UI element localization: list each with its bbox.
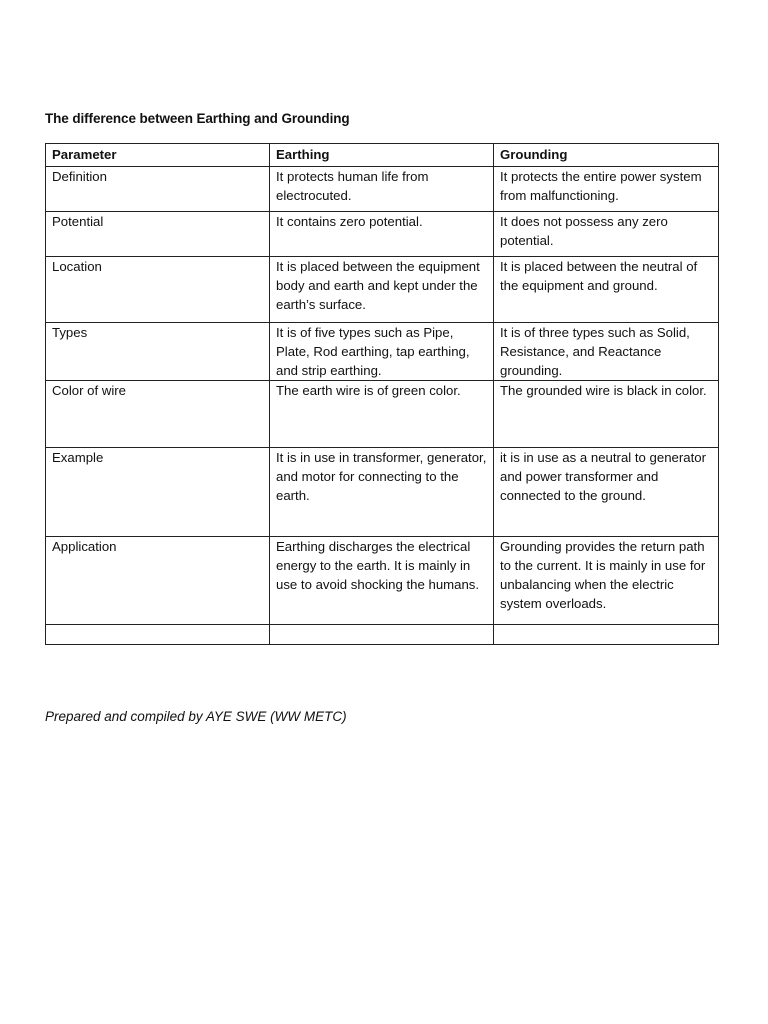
header-grounding: Grounding — [494, 144, 719, 167]
cell-grounding: The grounded wire is black in color. — [494, 381, 719, 448]
header-parameter: Parameter — [46, 144, 270, 167]
table-row — [46, 448, 719, 537]
cell-parameter: Example — [46, 448, 270, 537]
header-earthing: Earthing — [270, 144, 494, 167]
cell-grounding: It does not possess any zero potential. — [494, 212, 719, 257]
cell-earthing: It is in use in transformer, generator, and motor for connecting to the earth. — [270, 448, 494, 537]
table-row — [46, 212, 719, 257]
comparison-table — [45, 143, 719, 645]
cell-grounding: It protects the entire power system from malfunctioning. — [494, 167, 719, 212]
cell-earthing: Earthing discharges the electrical energy to the earth. It is mainly in use to avoid shocking the humans. — [270, 537, 494, 625]
cell-grounding: It is placed between the neutral of the equipment and ground. — [494, 257, 719, 323]
cell-earthing: It is placed between the equipment body and earth and kept under the earth’s surface. — [270, 257, 494, 323]
table-row — [46, 323, 719, 381]
cell-parameter: Application — [46, 537, 270, 625]
cell-parameter — [46, 625, 270, 645]
cell-earthing — [270, 625, 494, 645]
cell-earthing: It is of five types such as Pipe, Plate, Rod earthing, tap earthing, and strip earthing. — [270, 323, 494, 381]
credit-line: Prepared and compiled by AYE SWE (WW METC) — [45, 709, 347, 724]
cell-earthing: It protects human life from electrocuted. — [270, 167, 494, 212]
cell-earthing: The earth wire is of green color. — [270, 381, 494, 448]
cell-parameter: Potential — [46, 212, 270, 257]
table-row — [46, 381, 719, 448]
cell-grounding: it is in use as a neutral to generator and power transformer and connected to the ground. — [494, 448, 719, 537]
cell-grounding — [494, 625, 719, 645]
cell-parameter: Definition — [46, 167, 270, 212]
document-title: The difference between Earthing and Grounding — [45, 111, 350, 126]
table-row — [46, 167, 719, 212]
table-row — [46, 537, 719, 625]
cell-parameter: Location — [46, 257, 270, 323]
cell-parameter: Color of wire — [46, 381, 270, 448]
cell-grounding: It is of three types such as Solid, Resistance, and Reactance grounding. — [494, 323, 719, 381]
table-header-row — [46, 144, 719, 167]
table-row-empty — [46, 625, 719, 645]
cell-earthing: It contains zero potential. — [270, 212, 494, 257]
table-row — [46, 257, 719, 323]
cell-parameter: Types — [46, 323, 270, 381]
cell-grounding: Grounding provides the return path to the current. It is mainly in use for unbalancing when the electric system overloads. — [494, 537, 719, 625]
